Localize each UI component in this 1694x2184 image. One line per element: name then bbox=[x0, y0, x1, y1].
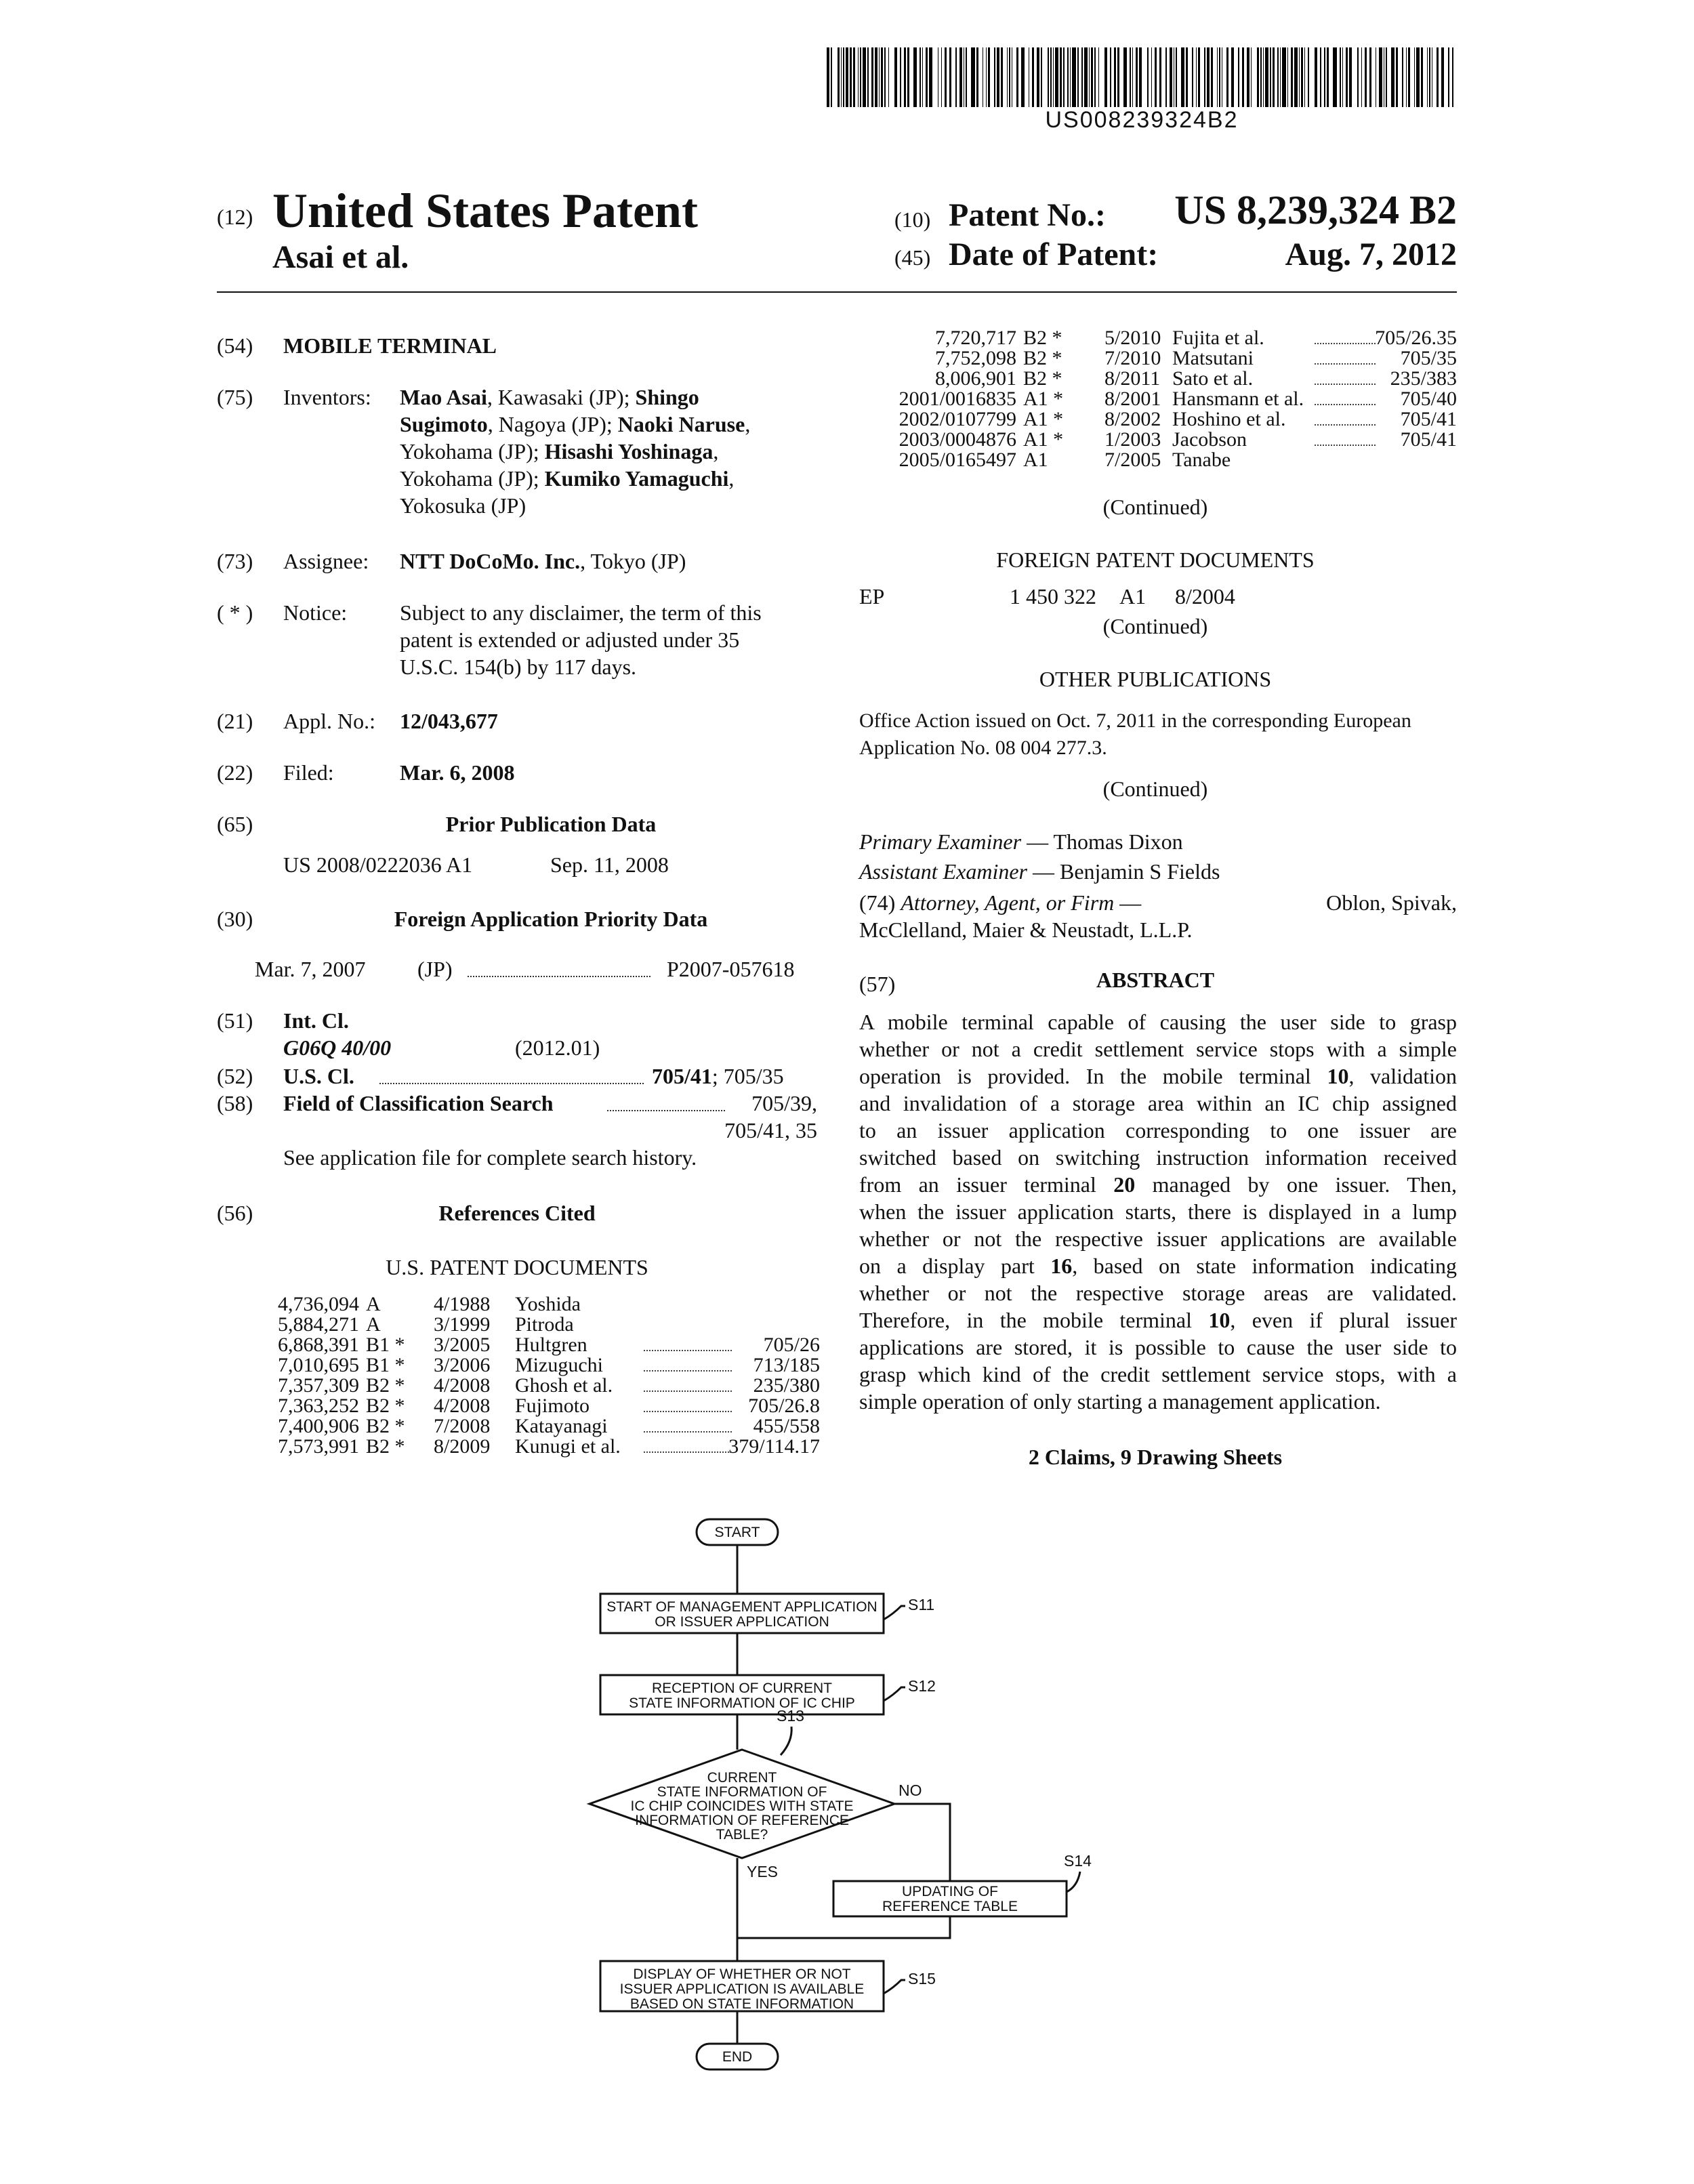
ref-kind: B2 * bbox=[366, 1395, 405, 1417]
ref-name: Pitroda bbox=[515, 1313, 574, 1336]
abstract-line: applications are stored, it is possible to cause the user side to bbox=[859, 1335, 1457, 1359]
continued-note: (Continued) bbox=[1102, 495, 1208, 519]
appl-code: (21) bbox=[217, 709, 253, 733]
patent-no-code: (10) bbox=[894, 207, 931, 232]
barcode bbox=[827, 47, 1457, 107]
assignee-code: (73) bbox=[217, 549, 253, 573]
ref-name: Jacobson bbox=[1172, 428, 1247, 451]
ref-num: 7,573,991 bbox=[278, 1435, 359, 1458]
abstract-line: and invalidation of a storage area within an IC chip assigned bbox=[859, 1091, 1457, 1115]
notice-label: Notice: bbox=[283, 600, 348, 625]
leader-dots bbox=[1315, 363, 1376, 365]
prior-pub-heading: Prior Publication Data bbox=[445, 812, 657, 836]
claims-summary: 2 Claims, 9 Drawing Sheets bbox=[1028, 1445, 1283, 1469]
intcl-year: (2012.01) bbox=[515, 1035, 600, 1060]
authors: Asai et al. bbox=[272, 239, 409, 275]
s13-text: IC CHIP COINCIDES WITH STATE bbox=[630, 1798, 854, 1814]
ref-num: 2005/0165497 bbox=[898, 449, 1016, 471]
ref-num: 2002/0107799 bbox=[898, 408, 1016, 430]
ref-date: 3/2005 bbox=[434, 1334, 491, 1356]
ref-name: Hoshino et al. bbox=[1172, 408, 1286, 430]
leader-dots bbox=[468, 976, 650, 977]
prior-pub-number: US 2008/0222036 A1 bbox=[283, 852, 473, 877]
field-search-code: (58) bbox=[217, 1091, 253, 1115]
ref-date: 1/2003 bbox=[1104, 428, 1161, 451]
ref-num: 2003/0004876 bbox=[898, 428, 1016, 451]
ref-name: Fujita et al. bbox=[1172, 327, 1264, 349]
abstract-line: simple operation of only starting a management application. bbox=[859, 1389, 1381, 1414]
abstract-line: A mobile terminal capable of causing the user side to grasp bbox=[859, 1010, 1457, 1034]
refs-heading: References Cited bbox=[438, 1201, 596, 1225]
ref-name: Ghosh et al. bbox=[515, 1374, 613, 1397]
ref-cls: 705/41 bbox=[1400, 428, 1457, 451]
title-code: (54) bbox=[217, 333, 253, 358]
s15-text: ISSUER APPLICATION IS AVAILABLE bbox=[619, 1981, 865, 1997]
reference-row bbox=[264, 1437, 820, 1457]
doc-type: United States Patent bbox=[272, 184, 698, 238]
ref-date: 8/2001 bbox=[1104, 388, 1161, 410]
ref-date: 4/2008 bbox=[434, 1374, 491, 1397]
other-pubs-heading: OTHER PUBLICATIONS bbox=[1039, 667, 1272, 691]
leader-dots bbox=[1315, 404, 1376, 405]
ref-kind: B2 * bbox=[1023, 327, 1062, 349]
intcl-label: Int. Cl. bbox=[283, 1008, 349, 1033]
ref-date: 7/2008 bbox=[434, 1415, 491, 1437]
abstract-line: on a display part 16, based on state information indicating bbox=[859, 1254, 1458, 1278]
end-label: END bbox=[722, 2049, 753, 2065]
s14-text: REFERENCE TABLE bbox=[882, 1899, 1018, 1914]
ref-kind: A1 * bbox=[1023, 388, 1064, 410]
intcl-code: (51) bbox=[217, 1008, 253, 1033]
ref-num: 7,400,906 bbox=[278, 1415, 359, 1437]
field-search-note: See application file for complete search history. bbox=[283, 1145, 697, 1170]
ref-date: 4/1988 bbox=[434, 1293, 491, 1315]
inventor-line: Sugimoto, Nagoya (JP); Naoki Naruse, bbox=[400, 412, 751, 436]
ref-cls: 705/41 bbox=[1400, 408, 1457, 430]
inventors-list bbox=[400, 384, 820, 519]
filed-code: (22) bbox=[217, 760, 253, 785]
ref-cls: 705/35 bbox=[1400, 347, 1457, 369]
reference-row bbox=[264, 1376, 820, 1396]
s15-text: DISPLAY OF WHETHER OR NOT bbox=[633, 1966, 851, 1982]
date-of-patent: Aug. 7, 2012 bbox=[1285, 236, 1457, 272]
foreign-priority-code: (30) bbox=[217, 907, 253, 931]
primary-examiner: Primary Examiner — Thomas Dixon bbox=[859, 829, 1183, 854]
s11-text: START OF MANAGEMENT APPLICATION bbox=[606, 1599, 877, 1615]
reference-row bbox=[854, 450, 1457, 470]
ref-date: 3/1999 bbox=[434, 1313, 491, 1336]
ref-name: Kunugi et al. bbox=[515, 1435, 621, 1458]
foreign-priority-country: (JP) bbox=[417, 957, 453, 981]
abstract-line: to an issuer application corresponding to one issuer are bbox=[859, 1118, 1457, 1142]
ref-num: 2001/0016835 bbox=[898, 388, 1016, 410]
ref-name: Mizuguchi bbox=[515, 1354, 603, 1376]
abstract-line: grasp which kind of the credit settlement service stops, with a bbox=[859, 1362, 1457, 1386]
foreign-docs-heading: FOREIGN PATENT DOCUMENTS bbox=[996, 548, 1315, 572]
ref-cls: 705/40 bbox=[1400, 388, 1457, 410]
s13-label: S13 bbox=[777, 1707, 804, 1725]
ref-cls: 235/380 bbox=[753, 1374, 820, 1397]
ref-kind: A1 bbox=[1023, 449, 1048, 471]
leader-dots bbox=[644, 1451, 732, 1453]
leader-dots bbox=[607, 1110, 725, 1111]
ref-kind: B2 * bbox=[366, 1415, 405, 1437]
assistant-examiner: Assistant Examiner — Benjamin S Fields bbox=[859, 859, 1220, 884]
ref-num: 7,363,252 bbox=[278, 1395, 359, 1417]
ref-name: Hultgren bbox=[515, 1334, 587, 1356]
ref-date: 7/2010 bbox=[1104, 347, 1161, 369]
s12-text: RECEPTION OF CURRENT bbox=[651, 1681, 833, 1696]
assignee: NTT DoCoMo. Inc., Tokyo (JP) bbox=[400, 549, 686, 573]
ref-name: Yoshida bbox=[515, 1293, 581, 1315]
doc-type-code: (12) bbox=[217, 205, 253, 229]
abstract-line: when the issuer application starts, there is displayed in a lump bbox=[859, 1199, 1457, 1224]
reference-row bbox=[264, 1355, 820, 1376]
ref-name: Katayanagi bbox=[515, 1415, 608, 1437]
uscl-code: (52) bbox=[217, 1064, 253, 1088]
leader-dots bbox=[1315, 445, 1376, 446]
uscl-label: U.S. Cl. bbox=[283, 1064, 354, 1088]
ref-num: 7,720,717 bbox=[935, 327, 1016, 349]
inventors-code: (75) bbox=[217, 385, 253, 409]
s13-text: INFORMATION OF REFERENCE bbox=[635, 1813, 849, 1828]
ref-cls: 455/558 bbox=[753, 1415, 820, 1437]
reference-row bbox=[264, 1294, 820, 1315]
ref-cls: 713/185 bbox=[753, 1354, 820, 1376]
filed-label: Filed: bbox=[283, 760, 334, 785]
s13-text: TABLE? bbox=[716, 1827, 768, 1842]
leader-dots bbox=[379, 1083, 644, 1084]
abstract-line: operation is provided. In the mobile terminal 10, validation bbox=[859, 1064, 1458, 1088]
continued-note: (Continued) bbox=[1102, 614, 1208, 638]
s13-text: CURRENT bbox=[707, 1770, 777, 1786]
notice-text: Subject to any disclaimer, the term of this patent is extended or adjusted under 35 U.S.C. 154(b) by 117 days. bbox=[400, 600, 762, 679]
ref-cls: 705/26.35 bbox=[1375, 327, 1457, 349]
field-search-label: Field of Classification Search bbox=[283, 1091, 554, 1115]
abstract-line: switched based on switching instruction information received bbox=[859, 1145, 1457, 1170]
appl-no: 12/043,677 bbox=[400, 709, 498, 733]
leader-dots bbox=[1315, 384, 1376, 385]
reference-row bbox=[854, 328, 1457, 348]
ref-date: 8/2011 bbox=[1104, 367, 1161, 390]
ref-name: Sato et al. bbox=[1172, 367, 1254, 390]
field-search-value-2: 705/41, 35 bbox=[724, 1118, 817, 1142]
ref-name: Fujimoto bbox=[515, 1395, 590, 1417]
foreign-priority-no: P2007-057618 bbox=[667, 957, 795, 981]
leader-dots bbox=[1315, 424, 1376, 426]
ref-kind: B2 * bbox=[1023, 367, 1062, 390]
date-label: Date of Patent: bbox=[949, 236, 1159, 272]
continued-note: (Continued) bbox=[1102, 777, 1208, 801]
ref-num: 6,868,391 bbox=[278, 1334, 359, 1356]
patent-no-label: Patent No.: bbox=[949, 197, 1106, 233]
abstract-line: from an issuer terminal 20 managed by one issuer. Then, bbox=[859, 1172, 1458, 1197]
notice-code: ( * ) bbox=[217, 600, 253, 625]
ref-name: Tanabe bbox=[1172, 449, 1231, 471]
ref-kind: A1 * bbox=[1023, 428, 1064, 451]
s14-label: S14 bbox=[1064, 1852, 1092, 1870]
ref-kind: A bbox=[366, 1293, 381, 1315]
reference-row bbox=[264, 1416, 820, 1437]
appl-label: Appl. No.: bbox=[283, 709, 375, 733]
s11-label: S11 bbox=[908, 1596, 935, 1613]
ref-cls: 705/26 bbox=[763, 1334, 820, 1356]
no-label: NO bbox=[898, 1781, 922, 1799]
reference-row bbox=[854, 430, 1457, 450]
date-code: (45) bbox=[894, 245, 931, 270]
ref-kind: B1 * bbox=[366, 1354, 405, 1376]
flowchart bbox=[583, 1511, 1125, 2074]
patent-no: US 8,239,324 B2 bbox=[1174, 188, 1457, 232]
intcl-class: G06Q 40/00 bbox=[283, 1035, 392, 1060]
abstract-line: whether or not the respective storage areas are validated. bbox=[859, 1281, 1457, 1305]
refs-code: (56) bbox=[217, 1201, 253, 1225]
yes-label: YES bbox=[747, 1863, 779, 1880]
ref-num: 7,752,098 bbox=[935, 347, 1016, 369]
abstract-code: (57) bbox=[859, 972, 896, 996]
ref-date: 4/2008 bbox=[434, 1395, 491, 1417]
leader-dots bbox=[644, 1390, 732, 1392]
abstract-heading: ABSTRACT bbox=[1096, 968, 1215, 992]
inventor-line: Yokosuka (JP) bbox=[400, 493, 526, 518]
reference-row bbox=[854, 409, 1457, 430]
foreign-ref-country: EP bbox=[859, 584, 885, 609]
uscl-value: 705/41; 705/35 bbox=[652, 1064, 784, 1088]
leader-dots bbox=[644, 1350, 732, 1351]
s13-text: STATE INFORMATION OF bbox=[657, 1784, 827, 1800]
reference-row bbox=[854, 348, 1457, 369]
abstract-line: Therefore, in the mobile terminal 10, even if plural issuer bbox=[859, 1308, 1458, 1332]
ref-kind: B2 * bbox=[366, 1435, 405, 1458]
start-label: START bbox=[714, 1525, 760, 1540]
foreign-ref-date: 8/2004 bbox=[1175, 584, 1235, 609]
filed-date: Mar. 6, 2008 bbox=[400, 760, 515, 785]
ref-num: 7,010,695 bbox=[278, 1354, 359, 1376]
assignee-label: Assignee: bbox=[283, 549, 369, 573]
ref-date: 7/2005 bbox=[1104, 449, 1161, 471]
foreign-priority-date: Mar. 7, 2007 bbox=[255, 957, 366, 981]
ref-cls: 379/114.17 bbox=[728, 1435, 820, 1458]
leader-dots bbox=[1315, 343, 1376, 344]
s12-text: STATE INFORMATION OF IC CHIP bbox=[629, 1695, 855, 1711]
s12-label: S12 bbox=[908, 1677, 936, 1695]
ref-kind: A bbox=[366, 1313, 381, 1336]
reference-row bbox=[264, 1396, 820, 1416]
reference-row bbox=[854, 389, 1457, 409]
title: MOBILE TERMINAL bbox=[283, 333, 497, 358]
ref-kind: B2 * bbox=[366, 1374, 405, 1397]
attorney: (74) Attorney, Agent, or Firm — Oblon, Spivak, McClelland, Maier & Neustadt, L.L.P. bbox=[859, 890, 1457, 942]
leader-dots bbox=[644, 1370, 732, 1372]
leader-dots bbox=[644, 1431, 732, 1433]
ref-num: 5,884,271 bbox=[278, 1313, 359, 1336]
reference-row bbox=[854, 369, 1457, 389]
ref-cls: 705/26.8 bbox=[748, 1395, 820, 1417]
s15-label: S15 bbox=[908, 1970, 936, 1987]
abstract-line: whether or not a credit settlement service stops with a simple bbox=[859, 1037, 1457, 1061]
foreign-ref-number: 1 450 322 bbox=[1010, 584, 1096, 609]
abstract-line: whether or not the respective issuer applications are available bbox=[859, 1227, 1457, 1251]
inventor-line: Yokohama (JP); Hisashi Yoshinaga, bbox=[400, 439, 719, 463]
prior-pub-date: Sep. 11, 2008 bbox=[550, 852, 669, 877]
ref-date: 3/2006 bbox=[434, 1354, 491, 1376]
foreign-ref-kind: A1 bbox=[1119, 584, 1146, 609]
s15-text: BASED ON STATE INFORMATION bbox=[629, 1996, 854, 2012]
inventors-label: Inventors: bbox=[283, 385, 371, 409]
field-search-value: 705/39, bbox=[751, 1091, 817, 1115]
ref-kind: B1 * bbox=[366, 1334, 405, 1356]
ref-num: 7,357,309 bbox=[278, 1374, 359, 1397]
header-rule bbox=[217, 291, 1457, 293]
other-pub-text: Office Action issued on Oct. 7, 2011 in the corresponding European Application No. 08 004 277.3. bbox=[859, 709, 1411, 759]
ref-date: 8/2002 bbox=[1104, 408, 1161, 430]
s14-text: UPDATING OF bbox=[902, 1884, 998, 1899]
inventor-line: Yokohama (JP); Kumiko Yamaguchi, bbox=[400, 466, 735, 491]
prior-pub-code: (65) bbox=[217, 812, 253, 836]
ref-kind: B2 * bbox=[1023, 347, 1062, 369]
us-docs-heading: U.S. PATENT DOCUMENTS bbox=[386, 1255, 648, 1279]
ref-name: Matsutani bbox=[1172, 347, 1254, 369]
ref-num: 4,736,094 bbox=[278, 1293, 359, 1315]
ref-cls: 235/383 bbox=[1390, 367, 1457, 390]
s11-text: OR ISSUER APPLICATION bbox=[655, 1614, 829, 1630]
reference-row bbox=[264, 1335, 820, 1355]
ref-date: 5/2010 bbox=[1104, 327, 1161, 349]
reference-row bbox=[264, 1315, 820, 1335]
barcode-number: US008239324B2 bbox=[1045, 107, 1239, 133]
foreign-priority-heading: Foreign Application Priority Data bbox=[394, 907, 708, 931]
ref-kind: A1 * bbox=[1023, 408, 1064, 430]
abstract-text bbox=[859, 1008, 1457, 1415]
leader-dots bbox=[644, 1411, 732, 1412]
ref-num: 8,006,901 bbox=[935, 367, 1016, 390]
ref-name: Hansmann et al. bbox=[1172, 388, 1304, 410]
inventor-line: Mao Asai, Kawasaki (JP); Shingo bbox=[400, 385, 699, 409]
ref-date: 8/2009 bbox=[434, 1435, 491, 1458]
